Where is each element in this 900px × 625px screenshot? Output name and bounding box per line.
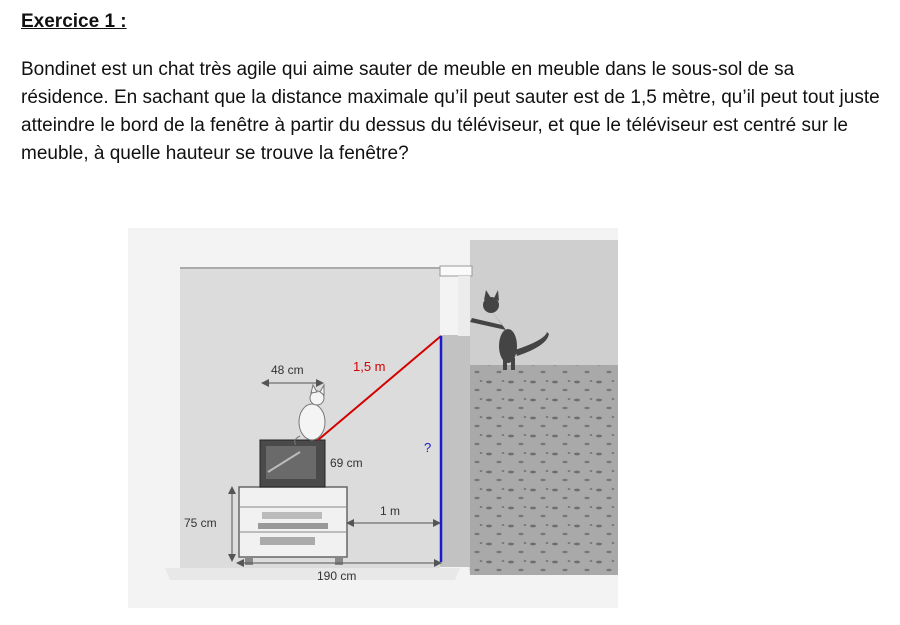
tv-stand bbox=[239, 487, 347, 565]
wall-section bbox=[440, 335, 470, 567]
unknown-height-label: ? bbox=[424, 440, 432, 455]
furniture-height-label: 75 cm bbox=[184, 516, 217, 530]
jump-label: 1,5 m bbox=[353, 359, 386, 374]
ground-texture bbox=[460, 365, 618, 575]
room-illustration bbox=[128, 228, 618, 608]
television bbox=[260, 440, 325, 487]
exercise-statement: Bondinet est un chat très agile qui aime sauter de meuble en meuble dans le sous-sol de sa résidence. En sachant que la distance maximale qu’il peut sauter est de 1,5 mètre, qu’il peut tout juste atteindre le bord de la fenêtre à partir du dessus du téléviseur, et que le téléviseur est centré sur le meuble, à quelle hauteur se trouve la fenêtre? bbox=[21, 59, 880, 164]
tv-height-label: 69 cm bbox=[330, 456, 363, 470]
exercise-title: Exercice 1 : bbox=[21, 11, 127, 32]
window-opening bbox=[458, 276, 470, 336]
furniture-width-label: 190 cm bbox=[317, 569, 357, 583]
distance-label: 1 m bbox=[380, 504, 401, 518]
tv-width-label: 48 cm bbox=[271, 363, 304, 377]
window-frame bbox=[440, 266, 472, 276]
floor bbox=[165, 568, 460, 580]
